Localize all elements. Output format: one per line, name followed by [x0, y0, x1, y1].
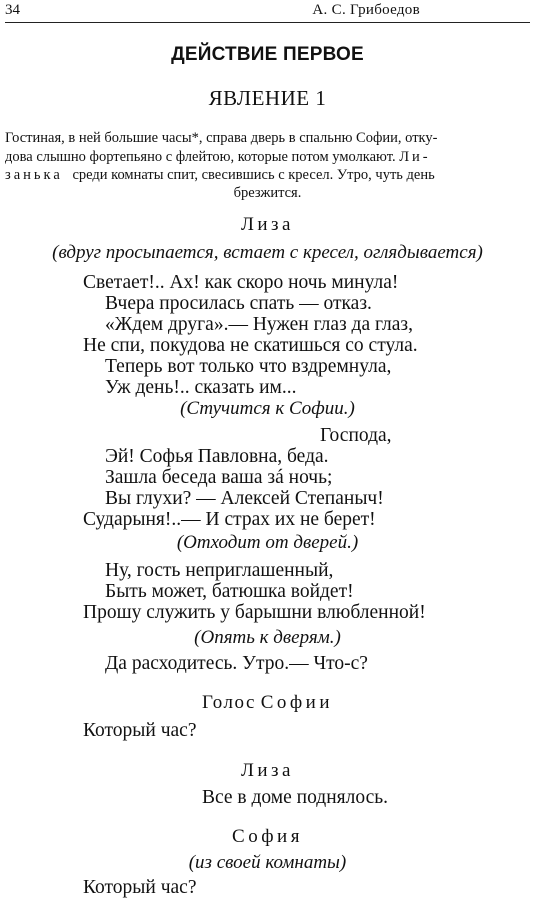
verse-line: Эй! Софья Павловна, беда.	[105, 446, 329, 467]
stage-direction-line: Гостиная, в ней большие часы*, справа дверь в спальню Софии, отку-	[5, 130, 438, 146]
verse-line: Ну, гость неприглашенный,	[105, 560, 334, 581]
verse-line: Вы глухи? — Алексей Степаныч!	[105, 488, 384, 509]
stage-direction-line: брезжится.	[233, 185, 302, 201]
verse-line: Уж день!.. сказать им...	[105, 377, 297, 398]
verse-line: Да расходитесь. Утро.— Что-с?	[105, 653, 368, 674]
verse-line: Светает!.. Ах! как скоро ночь минула!	[83, 272, 399, 293]
stage-remark: (вдруг просыпается, встает с кресел, оглядывается)	[52, 242, 483, 263]
stage-remark: (Стучится к Софии.)	[180, 398, 355, 419]
stage-direction-line	[5, 149, 431, 166]
verse-line: Зашла беседа ваша зá ночь;	[105, 467, 333, 488]
page-header	[5, 2, 530, 23]
stage-direction-text: среди комнаты спит, свесившись с кресел. Утро, чуть день	[72, 167, 435, 183]
stage-direction-name: Ли-	[399, 149, 431, 165]
speaker-name	[0, 692, 535, 714]
scene-title: ЯВЛЕНИЕ 1	[208, 86, 327, 110]
verse-line: Вчера просилась спать — отказ.	[105, 293, 372, 314]
verse-line: Все в доме поднялось.	[202, 787, 389, 808]
verse-line: Господа,	[320, 425, 392, 446]
verse-line: Сударыня!..— И страх их не берет!	[83, 509, 376, 530]
speaker-name: Лиза	[241, 214, 294, 235]
speaker-name-part: Голос	[201, 692, 256, 713]
stage-direction-name: занька	[5, 167, 63, 183]
speaker-name: Лиза	[241, 760, 294, 781]
verse-line: Теперь вот только что вздремнула,	[105, 356, 392, 377]
speaker-name: София	[232, 826, 303, 847]
verse-line: Не спи, покудова не скатишься со стула.	[83, 335, 418, 356]
verse-line: «Ждем друга».— Нужен глаз да глаз,	[105, 314, 413, 335]
verse-line: Прошу служить у барышни влюбленной!	[83, 602, 426, 623]
stage-remark: (Опять к дверям.)	[194, 627, 341, 648]
running-head: А. С. Грибоедов	[312, 2, 420, 18]
verse-line: Быть может, батюшка войдет!	[105, 581, 354, 602]
stage-direction-text: дова слышно фортепьяно с флейтою, которые потом умолкают.	[5, 149, 396, 165]
stage-remark: (из своей комнаты)	[188, 852, 347, 873]
speaker-name-part: Софии	[260, 692, 334, 713]
stage-remark: (Отходит от дверей.)	[176, 532, 359, 553]
page-number: 34	[5, 2, 20, 18]
verse-line: Который час?	[83, 720, 197, 741]
act-title: ДЕЙСТВИЕ ПЕРВОЕ	[171, 44, 364, 65]
verse-line: Который час?	[83, 877, 197, 898]
stage-direction-line	[5, 167, 435, 184]
